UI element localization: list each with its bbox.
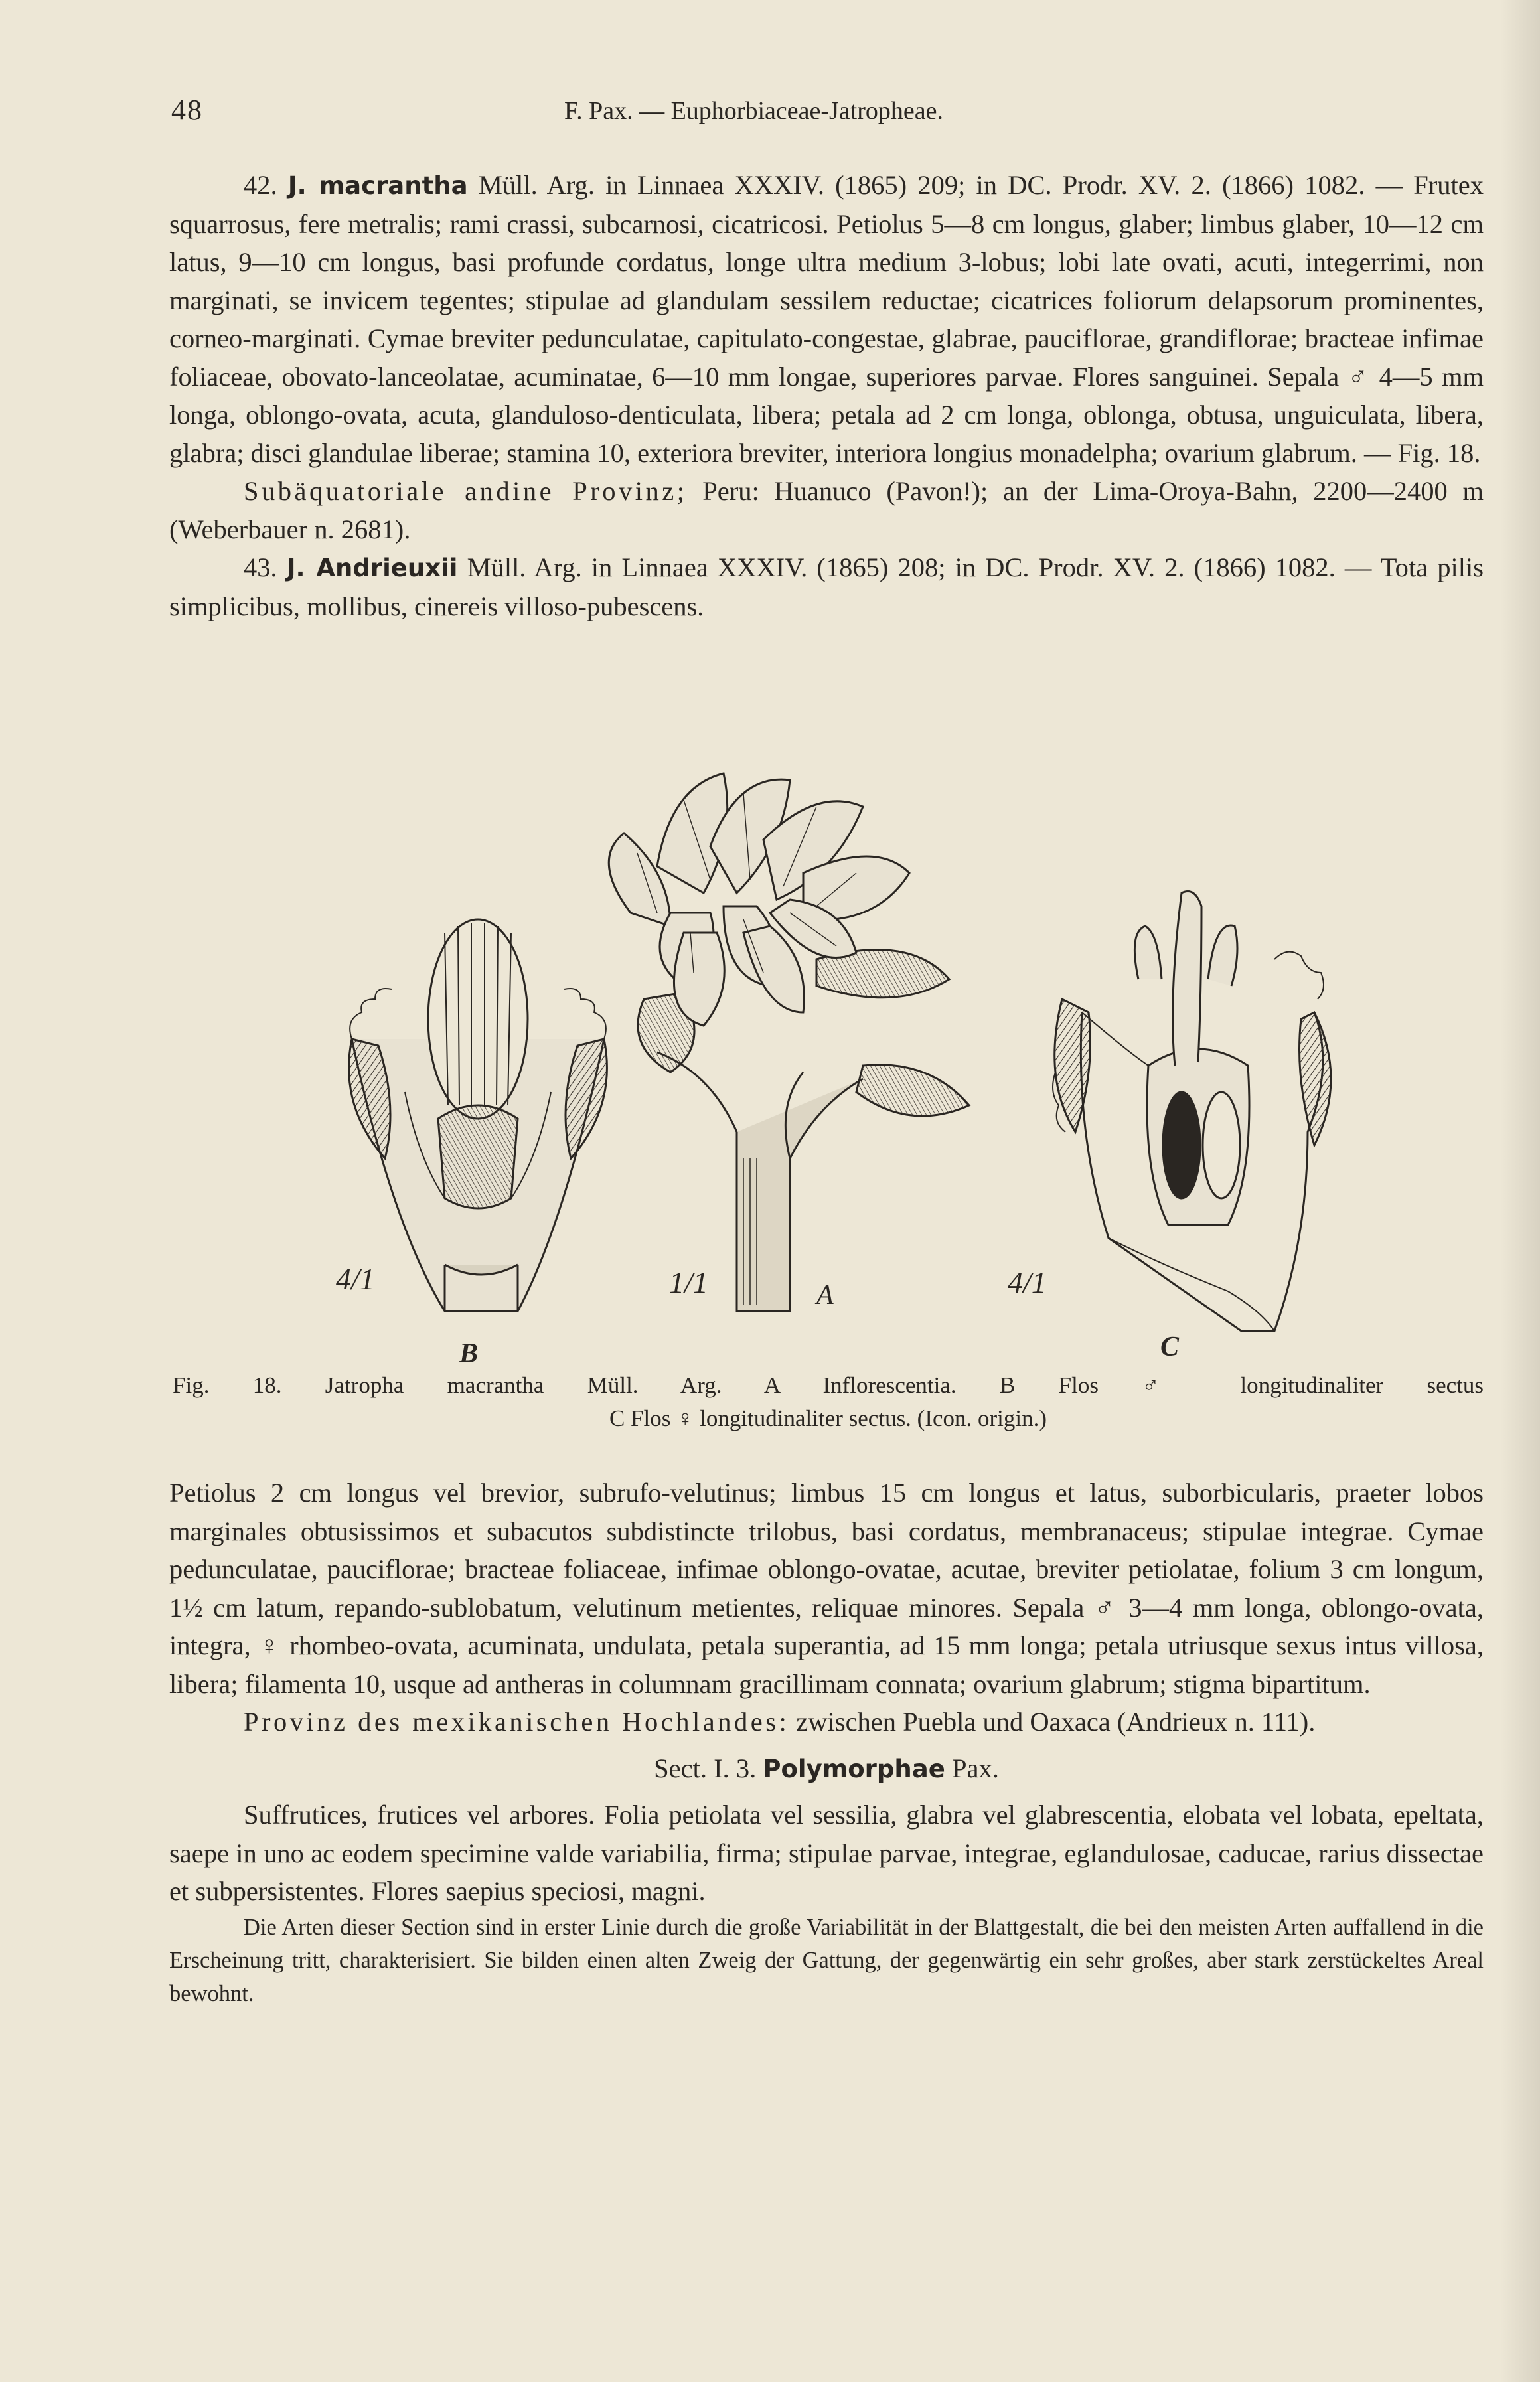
species-43-locality: zwischen Puebla und Oaxaca (Andrieux n. 111). — [796, 1707, 1316, 1737]
figure-letter-C: C — [1160, 1332, 1180, 1362]
species-43-number: 43. — [244, 552, 277, 582]
figure-letter-B: B — [459, 1338, 479, 1369]
species-42-citation: Müll. Arg. in Linnaea XXXIV. (1865) 209; in DC. Prodr. XV. 2. (1866) 1082. — [478, 170, 1365, 200]
page-edge-shadow — [1500, 0, 1540, 2382]
female-flower-section-C — [1053, 892, 1331, 1332]
species-43-description-start: — Tota pilis simplicibus, mollibus, cinereis villoso-pubescens. — [169, 552, 1484, 621]
figure-caption-line-2: C Flos ♀ longitudinaliter sectus. (Icon. origin.) — [609, 1405, 1047, 1431]
figure-18-illustration — [312, 760, 1348, 1378]
figure-caption — [173, 1369, 1484, 1435]
species-42-locality: Peru: Huanuco (Pavon!); an der Lima-Oroya-Bahn, 2200—2400 m (Weberbauer n. 2681). — [169, 476, 1484, 544]
species-42-number: 42. — [244, 170, 277, 200]
figure-caption-line-1: Fig. 18. Jatropha macrantha Müll. Arg. A Inflorescentia. B Flos ♂ longitudinaliter sectus — [173, 1372, 1484, 1398]
scale-label-C: 4/1 — [1008, 1265, 1047, 1299]
species-42-name: J. macrantha — [287, 171, 468, 200]
figure-letter-A: A — [816, 1280, 834, 1310]
scale-label-A: 1/1 — [669, 1265, 708, 1299]
species-43-continuation — [169, 1474, 1484, 2010]
section-heading-author: Pax. — [951, 1753, 999, 1783]
species-43-name: J. Andrieuxii — [286, 554, 458, 582]
male-flower-section-B — [349, 919, 607, 1311]
running-title: F. Pax. — Euphorbiaceae-Jatropheae. — [564, 97, 943, 125]
scale-label-B: 4/1 — [336, 1262, 375, 1296]
species-43-citation: Müll. Arg. in Linnaea XXXIV. (1865) 208; in DC. Prodr. XV. 2. (1866) 1082. — [467, 552, 1336, 582]
section-heading-prefix: Sect. I. 3. — [654, 1753, 757, 1783]
section-heading-name: Polymorphae — [763, 1754, 945, 1783]
section-note: Die Arten dieser Section sind in erster Linie durch die große Variabilität in der Blattgestalt, die bei den meisten Arten auffallend in die Erscheinung tritt, charakterisiert. Sie bilden einen alten Zweig der Gattung, der gegenwärtig ein sehr großes, aber stark zerstückeltes Areal bewohnt. — [169, 1914, 1484, 2006]
section-description: Suffrutices, frutices vel arbores. Folia petiolata vel sessilia, glabra vel glabrescentia, elobata vel lobata, epeltata, saepe in uno ac eodem specimine valde variabilia, firma; stipulae parvae, integrae, eglandulosae, caducae, rarius dissectae et subpersistentes. Flores saepius speciosi, magni. — [169, 1800, 1484, 1906]
section-heading — [169, 1749, 1484, 1788]
page-number: 48 — [171, 94, 203, 126]
species-42-description: — Frutex squarrosus, fere metralis; rami crassi, subcarnosi, cicatricosi. Petiolus 5—8 cm longus, glaber; limbus glaber, 10—12 cm latus, 9—10 cm longus, basi profunde cordatus, longe ultra medium 3-lobus; lobi late ovati, acuti, integerrimi, non marginati, se invicem tegentes; stipulae ad glandulam sessilem reductae; cicatrices foliorum delapsorum prominentes, corneo-marginati. Cymae breviter pedunculatae, capitulato-congestae, glabrae, pauciflorae, grandiflorae; bracteae infimae foliaceae, obovato-lanceolatae, acuminatae, 6—10 mm longae, superiores parvae. Flores sanguinei. Sepala ♂ 4—5 mm longa, oblongo-ovata, acuta, glanduloso-denticulata, libera; petala ad 2 cm longa, oblonga, obtusa, unguiculata, libera, glabra; disci glandulae liberae; stamina 10, exteriora breviter, interiora longius monadelpha; ovarium glabrum. — Fig. 18. — [169, 170, 1484, 468]
inflorescence-drawing-A — [609, 773, 969, 1311]
species-42-region: Subäquatoriale andine Provinz; — [244, 476, 688, 506]
species-42-entry — [169, 166, 1484, 625]
species-43-description: Petiolus 2 cm longus vel brevior, subrufo-velutinus; limbus 15 cm longus et latus, suborbicularis, praeter lobos marginales obtusissimos et subacutos subdistincte trilobus, basi cordatus, membranaceus; stipulae integrae. Cymae pedunculatae, pauciflorae; bracteae foliaceae, infimae oblongo-ovatae, acutae, breviter petiolatae, folium 3 cm longum, 1½ cm latum, repando-sublobatum, velutinum metientes, reliquae minores. Sepala ♂ 3—4 mm longa, oblongo-ovata, integra, ♀ rhombeo-ovata, acuminata, undulata, petala superantia, ad 15 mm longa; petala utriusque sexus intus villosa, libera; filamenta 10, usque ad antheras in columnam gracillimam connata; ovarium glabrum; stigma bipartitum. — [169, 1478, 1484, 1699]
species-43-region: Provinz des mexikanischen Hochlandes: — [244, 1707, 790, 1737]
